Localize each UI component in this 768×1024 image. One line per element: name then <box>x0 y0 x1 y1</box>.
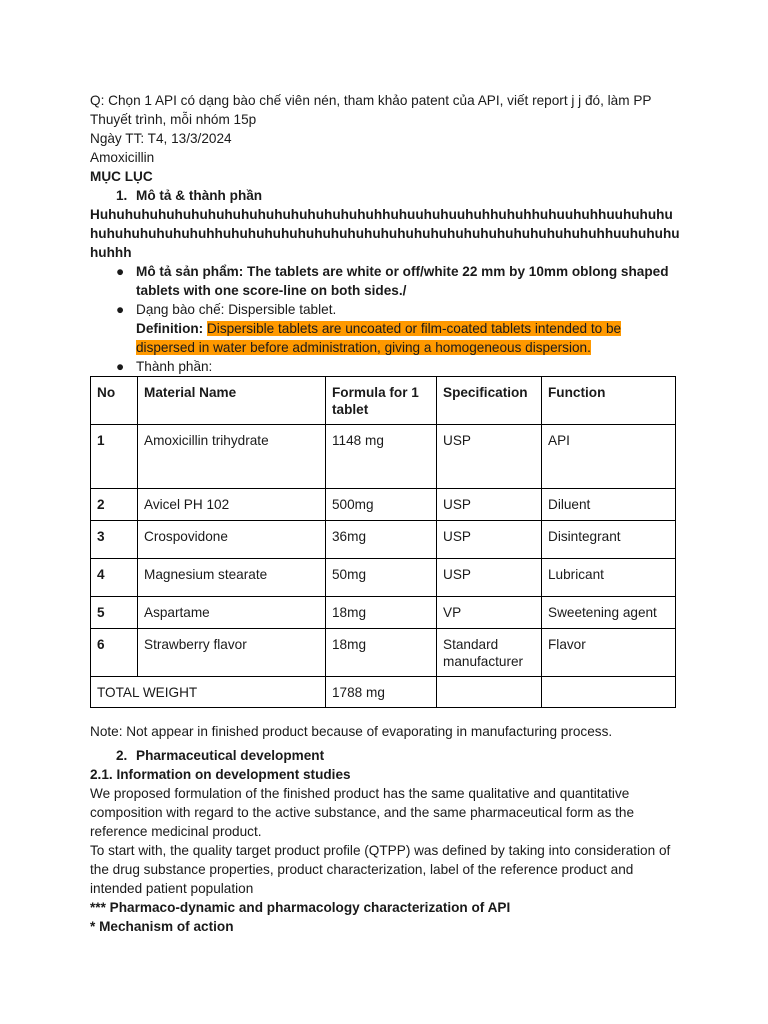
section1-title: Mô tả & thành phần <box>136 188 263 203</box>
bullet-dosage-form <box>90 300 680 357</box>
filler-text: Huhuhuhuhuhuhuhuhuhuhuhuhuhuhuhuhuhhuhuuhuhuuhuhhuhuhhuhuuhuhhuuhuhuhuhuhuhuhuhuhuhuhhuhuhuhuhuhuhuhuhuhuhuhuhuhuhuhuhuhuhuhuhuhuhuhhuuhuhuhuhuhhh <box>90 207 680 260</box>
note-line: Note: Not appear in finished product because of evaporating in manufacturing process. <box>90 724 613 739</box>
bullet-composition <box>90 357 680 376</box>
paragraph-1: We proposed formulation of the finished product has the same qualitative and quantitative composition with regard to the active substance, and the same pharmaceutical form as the reference medicinal product. <box>90 786 635 839</box>
bullet-icon: ● <box>116 264 125 279</box>
cell-spec: USP <box>437 559 542 597</box>
cell-no: 5 <box>91 597 138 629</box>
section1-heading <box>90 186 680 205</box>
presentation-line: Thuyết trình, mỗi nhóm 15p <box>90 112 257 127</box>
cell-material: Crospovidone <box>138 521 326 559</box>
cell-function: Lubricant <box>542 559 676 597</box>
document-page <box>90 91 680 936</box>
header-material: Material Name <box>138 377 326 425</box>
cell-function: Diluent <box>542 489 676 521</box>
total-empty-function <box>542 677 676 708</box>
cell-spec: USP <box>437 521 542 559</box>
cell-spec: VP <box>437 597 542 629</box>
cell-no: 4 <box>91 559 138 597</box>
bullet-icon: ● <box>116 302 125 317</box>
header-spec: Specification <box>437 377 542 425</box>
cell-material: Avicel PH 102 <box>138 489 326 521</box>
bullet-icon: ● <box>116 359 125 374</box>
cell-spec: USP <box>437 489 542 521</box>
definition-text: Dispersible tablets are uncoated or film-coated tablets intended to be dispersed in water before administration, giving a homogeneous dispersion. <box>136 321 622 355</box>
header-function: Function <box>542 377 676 425</box>
subsection-heading: 2.1. Information on development studies <box>90 767 351 782</box>
table-header-row <box>91 377 676 425</box>
cell-formula: 36mg <box>326 521 437 559</box>
bullet-product-desc <box>90 262 680 300</box>
question-line: Q: Chọn 1 API có dạng bào chế viên nén, tham khảo patent của API, viết report j j đó, làm PP <box>90 93 652 108</box>
section2-title: Pharmaceutical development <box>136 748 325 763</box>
total-empty-spec <box>437 677 542 708</box>
cell-formula: 1148 mg <box>326 425 437 489</box>
cell-function: API <box>542 425 676 489</box>
section1-number: 1. <box>116 188 128 203</box>
cell-material: Strawberry flavor <box>138 629 326 677</box>
cell-material: Magnesium stearate <box>138 559 326 597</box>
cell-formula: 500mg <box>326 489 437 521</box>
header-no: No <box>91 377 138 425</box>
date-line: Ngày TT: T4, 13/3/2024 <box>90 131 232 146</box>
dosage-form-text: Dạng bào chế: Dispersible tablet. <box>136 302 337 317</box>
cell-function: Disintegrant <box>542 521 676 559</box>
table-total-row <box>91 677 676 708</box>
section2-number: 2. <box>116 748 128 763</box>
cell-spec: USP <box>437 425 542 489</box>
cell-function: Sweetening agent <box>542 597 676 629</box>
table-row <box>91 597 676 629</box>
cell-formula: 18mg <box>326 629 437 677</box>
cell-material: Amoxicillin trihydrate <box>138 425 326 489</box>
composition-label: Thành phần: <box>136 359 213 374</box>
cell-no: 2 <box>91 489 138 521</box>
section2-heading <box>90 746 680 765</box>
cell-material: Aspartame <box>138 597 326 629</box>
pharmaco-heading: *** Pharmaco-dynamic and pharmacology characterization of API <box>90 900 511 915</box>
cell-function: Flavor <box>542 629 676 677</box>
definition-label: Definition: <box>136 321 204 336</box>
table-row <box>91 629 676 677</box>
table-row <box>91 521 676 559</box>
mechanism-heading: * Mechanism of action <box>90 919 234 934</box>
section1-bullets <box>90 262 680 376</box>
table-row <box>91 425 676 489</box>
cell-no: 3 <box>91 521 138 559</box>
paragraph-2: To start with, the quality target product profile (QTPP) was defined by taking into consideration of the drug substance properties, product characterization, label of the reference product and intended patient population <box>90 843 671 896</box>
header-formula: Formula for 1 tablet <box>326 377 437 425</box>
cell-spec: Standard manufacturer <box>437 629 542 677</box>
total-value: 1788 mg <box>326 677 437 708</box>
cell-formula: 50mg <box>326 559 437 597</box>
total-label: TOTAL WEIGHT <box>91 677 326 708</box>
cell-formula: 18mg <box>326 597 437 629</box>
composition-table <box>90 376 676 708</box>
table-row <box>91 559 676 597</box>
product-desc-text: Mô tả sản phẩm: The tablets are white or off/white 22 mm by 10mm oblong shaped tablets with one score-line on both sides./ <box>136 264 669 298</box>
cell-no: 6 <box>91 629 138 677</box>
table-row <box>91 489 676 521</box>
toc-heading: MỤC LỤC <box>90 169 153 184</box>
api-name: Amoxicillin <box>90 150 155 165</box>
cell-no: 1 <box>91 425 138 489</box>
